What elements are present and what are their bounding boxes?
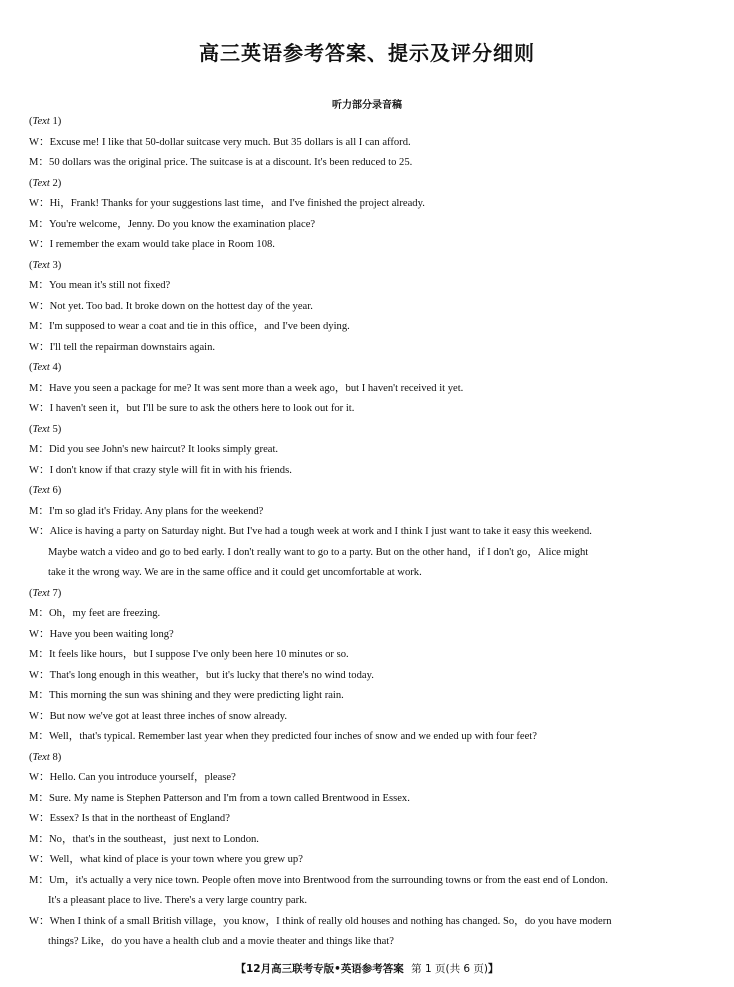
dialogue-line xyxy=(29,502,719,523)
text-header xyxy=(29,420,719,441)
text-number: 8 xyxy=(52,751,58,763)
paren-open: ( xyxy=(29,259,33,271)
utterance-text: Did you see John's new haircut? It looks simply great. xyxy=(49,444,279,455)
paren-close: ) xyxy=(57,177,62,189)
speaker-label: W xyxy=(29,198,39,209)
dialogue-line xyxy=(29,461,719,482)
speaker-label: M xyxy=(29,874,39,886)
dialogue-line xyxy=(29,379,719,400)
utterance-text: Essex? Is that in the northeast of England? xyxy=(49,813,230,824)
text-label: Text xyxy=(32,751,50,763)
text-number: 3 xyxy=(52,259,58,271)
paren-open: ( xyxy=(29,423,33,435)
speaker-colon: ： xyxy=(38,218,50,230)
text-header xyxy=(29,256,719,277)
speaker-colon: ： xyxy=(39,813,50,824)
speaker-label: M xyxy=(29,321,39,332)
text-label: Text xyxy=(32,177,50,189)
utterance-continuation: It's a pleasant place to live. There's a very large country park. xyxy=(48,895,308,906)
utterance-text: Alice is having a party on Saturday night. But I've had a tough week at work and I think I just want to take it easy this weekend. xyxy=(49,526,592,537)
speaker-colon: ： xyxy=(38,833,50,845)
speaker-colon: ： xyxy=(38,731,50,742)
speaker-colon: ： xyxy=(38,649,50,660)
speaker-colon: ： xyxy=(39,710,50,722)
dialogue-line xyxy=(29,276,719,297)
speaker-label: M xyxy=(29,382,39,394)
paren-close: ) xyxy=(57,587,62,599)
utterance-text: I'm supposed to wear a coat and tie in this office，and I've been dying. xyxy=(49,321,350,332)
speaker-colon: ： xyxy=(38,690,50,701)
footer-doc-name: 英语参考答案 xyxy=(340,963,404,975)
speaker-label: M xyxy=(29,444,39,455)
speaker-label: W xyxy=(29,854,39,865)
utterance-text: I'm so glad it's Friday. Any plans for the weekend? xyxy=(49,505,264,517)
paren-open: ( xyxy=(29,362,33,373)
footer-bracket-close: 】 xyxy=(488,963,499,975)
utterance-text: 50 dollars was the original price. The suitcase is at a discount. It's been reduced to 25. xyxy=(49,157,413,168)
speaker-label: W xyxy=(29,341,39,353)
dialogue-line xyxy=(29,297,719,318)
utterance-continuation: take it the wrong way. We are in the same office and it could get uncomfortable at work. xyxy=(48,567,422,578)
text-number: 1 xyxy=(52,116,58,127)
speaker-colon: ： xyxy=(39,772,50,783)
dialogue-line xyxy=(29,871,719,892)
speaker-label: M xyxy=(29,731,39,742)
speaker-label: M xyxy=(29,157,39,168)
paren-close: ) xyxy=(57,423,62,435)
utterance-text: That's long enough in this weather，but it's lucky that there's no wind today. xyxy=(49,669,374,681)
footer-page-number: 第 1 页(共 6 页) xyxy=(411,963,489,975)
utterance-text: Sure. My name is Stephen Patterson and I'm from a town called Brentwood in Essex. xyxy=(49,792,410,804)
speaker-label: W xyxy=(29,813,39,824)
text-number: 2 xyxy=(52,177,58,189)
speaker-colon: ： xyxy=(39,403,50,414)
speaker-colon: ： xyxy=(39,239,50,250)
dialogue-line xyxy=(29,686,719,707)
dialogue-line xyxy=(29,338,719,359)
text-number: 4 xyxy=(52,362,58,373)
speaker-label: W xyxy=(29,915,39,927)
dialogue-line xyxy=(29,850,719,871)
page-footer xyxy=(0,961,734,976)
footer-dot: • xyxy=(334,963,341,975)
utterance-text: You mean it's still not fixed? xyxy=(49,280,171,291)
speaker-colon: ： xyxy=(39,628,50,640)
speaker-label: M xyxy=(29,792,39,804)
speaker-label: W xyxy=(29,526,39,537)
dialogue-line xyxy=(29,317,719,338)
speaker-colon: ： xyxy=(38,382,50,394)
dialogue-line xyxy=(29,215,719,236)
text-header xyxy=(29,584,719,605)
utterance-text: I'll tell the repairman downstairs again. xyxy=(49,341,216,353)
footer-edition: 12月高三联考专版 xyxy=(245,963,335,975)
text-label: Text xyxy=(32,116,50,127)
section-title: 听力部分录音稿 xyxy=(332,100,402,111)
speaker-label: M xyxy=(29,649,39,660)
text-header xyxy=(29,358,719,379)
paren-close: ) xyxy=(57,259,62,271)
text-label: Text xyxy=(32,423,50,435)
speaker-label: W xyxy=(29,403,39,414)
speaker-label: W xyxy=(29,710,39,722)
paren-open: ( xyxy=(29,116,33,127)
paren-open: ( xyxy=(29,751,33,763)
utterance-text: But now we've got at least three inches of snow already. xyxy=(49,710,288,722)
text-label: Text xyxy=(32,485,50,496)
dialogue-line xyxy=(29,440,719,461)
paren-close: ) xyxy=(57,116,62,127)
utterance-text: When I think of a small British village，you know，I think of really old houses and nothing has changed. So，do you have modern xyxy=(49,915,612,927)
speaker-label: W xyxy=(29,239,39,250)
utterance-continuation: things? Like，do you have a health club and a movie theater and things like that? xyxy=(48,936,394,947)
speaker-colon: ： xyxy=(39,669,50,681)
speaker-colon: ： xyxy=(39,300,50,312)
text-header xyxy=(29,481,719,502)
speaker-colon: ： xyxy=(38,280,50,291)
speaker-colon: ： xyxy=(38,444,50,455)
dialogue-line xyxy=(29,727,719,748)
dialogue-line xyxy=(29,522,719,543)
speaker-label: M xyxy=(29,833,39,845)
utterance-text: Excuse me! I like that 50-dollar suitcase very much. But 35 dollars is all I can afford. xyxy=(49,136,411,148)
paren-close: ) xyxy=(57,485,62,496)
speaker-colon: ： xyxy=(39,915,50,927)
speaker-label: M xyxy=(29,280,39,291)
speaker-colon: ： xyxy=(38,505,50,517)
utterance-text: Um，it's actually a very nice town. People often move into Brentwood from the surrounding towns or from the east end of London. xyxy=(49,874,608,886)
paren-open: ( xyxy=(29,485,33,496)
utterance-text: It feels like hours，but I suppose I've only been here 10 minutes or so. xyxy=(49,649,349,660)
utterance-text: Have you been waiting long? xyxy=(49,628,174,640)
speaker-colon: ： xyxy=(39,526,50,537)
utterance-text: Oh，my feet are freezing. xyxy=(49,608,161,619)
speaker-colon: ： xyxy=(38,608,50,619)
speaker-colon: ： xyxy=(38,874,50,886)
dialogue-line xyxy=(29,625,719,646)
text-number: 6 xyxy=(52,485,58,496)
text-number: 5 xyxy=(52,423,58,435)
utterance-text: No，that's in the southeast，just next to London. xyxy=(49,833,259,845)
speaker-label: W xyxy=(29,669,39,681)
speaker-label: W xyxy=(29,136,39,148)
paren-close: ) xyxy=(57,362,62,373)
text-header xyxy=(29,748,719,769)
utterance-text: I remember the exam would take place in Room 108. xyxy=(49,239,275,250)
utterance-text: Not yet. Too bad. It broke down on the hottest day of the year. xyxy=(49,300,313,312)
speaker-colon: ： xyxy=(39,464,50,476)
dialogue-line xyxy=(29,768,719,789)
utterance-text: This morning the sun was shining and they were predicting light rain. xyxy=(49,690,344,701)
dialogue-line xyxy=(29,830,719,851)
speaker-label: W xyxy=(29,628,39,640)
dialogue-line xyxy=(29,194,719,215)
utterance-text: You're welcome，Jenny. Do you know the examination place? xyxy=(49,218,316,230)
transcript xyxy=(29,112,719,953)
utterance-text: I don't know if that crazy style will fit in with his friends. xyxy=(49,464,292,476)
utterance-text: Have you seen a package for me? It was sent more than a week ago，but I haven't received it yet. xyxy=(49,382,464,394)
speaker-colon: ： xyxy=(38,157,50,168)
text-label: Text xyxy=(32,259,50,271)
speaker-label: W xyxy=(29,772,39,783)
page-title: 高三英语参考答案、提示及评分细则 xyxy=(199,41,535,65)
utterance-text: Well，that's typical. Remember last year when they predicted four inches of snow and we ended up with four feet? xyxy=(49,731,537,742)
dialogue-line xyxy=(29,399,719,420)
paren-open: ( xyxy=(29,177,33,189)
dialogue-line xyxy=(29,666,719,687)
speaker-colon: ： xyxy=(39,341,50,353)
speaker-label: W xyxy=(29,300,39,312)
speaker-label: M xyxy=(29,608,39,619)
dialogue-line xyxy=(29,153,719,174)
speaker-colon: ： xyxy=(38,792,50,804)
speaker-label: M xyxy=(29,690,39,701)
speaker-colon: ： xyxy=(38,321,50,332)
dialogue-line xyxy=(29,235,719,256)
footer-bracket-open: 【 xyxy=(235,963,246,975)
dialogue-line xyxy=(29,789,719,810)
dialogue-line xyxy=(29,809,719,830)
paren-open: ( xyxy=(29,587,33,599)
utterance-text: Hi，Frank! Thanks for your suggestions last time，and I've finished the project already. xyxy=(49,198,425,209)
utterance-continuation: Maybe watch a video and go to bed early. I don't really want to go to a party. But on the other hand，if I don't go，Alice might xyxy=(48,546,589,558)
dialogue-line xyxy=(29,604,719,625)
speaker-colon: ： xyxy=(39,136,50,148)
speaker-label: W xyxy=(29,464,39,476)
text-number: 7 xyxy=(52,587,58,599)
dialogue-line xyxy=(29,707,719,728)
utterance-text: Well，what kind of place is your town where you grew up? xyxy=(49,854,303,865)
utterance-text: Hello. Can you introduce yourself，please? xyxy=(49,772,236,783)
text-label: Text xyxy=(32,587,50,599)
dialogue-line xyxy=(29,645,719,666)
speaker-colon: ： xyxy=(39,198,50,209)
text-label: Text xyxy=(32,362,50,373)
dialogue-line xyxy=(29,133,719,154)
speaker-label: M xyxy=(29,218,39,230)
utterance-text: I haven't seen it，but I'll be sure to ask the others here to look out for it. xyxy=(49,403,355,414)
speaker-colon: ： xyxy=(39,854,50,865)
text-header xyxy=(29,112,719,133)
text-header xyxy=(29,174,719,195)
dialogue-line xyxy=(29,912,719,933)
paren-close: ) xyxy=(57,751,62,763)
speaker-label: M xyxy=(29,505,39,517)
